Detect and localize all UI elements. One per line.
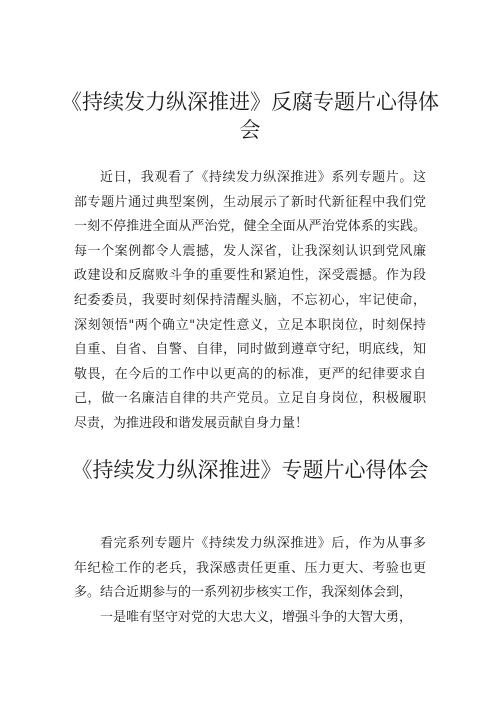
section-2-paragraph-1: 看完系列专题片《持续发力纵深推进》后，作为从事多 年纪检工作的老兵，我深感责任更重、压力更大、考验也更 多。结合近期参与的一系列初步核实工作，我深刻体会到， bbox=[74, 536, 426, 601]
section-2-paragraph-2: 一是唯有坚守对党的大忠大义，增强斗争的大智大勇， bbox=[100, 610, 413, 625]
section-1-paragraph: 近日，我观看了《持续发力纵深推进》系列专题片。这 部专题片通过典型案例，生动展示了新时代新征程中我们党 一刻不停推进全面从严治党，健全全面从严治党体系的实践。 每一个案例都令人震撼，发人深省，让我深刻认识到党风廉 政建设和反腐败斗争的重要性和紧迫性，深受震撼。作为段 纪委委员，我要时刻保持清醒头脑，不忘初心，牢记使命， 深刻领悟"两个确立"决定性意义，立足本职岗位，时刻保持 自重、自省、自警、自律，同时做到遵章守纪，明底线，知 敬畏，在今后的工作中以更高的的标准，更严的纪律要求自 己，做一名廉洁自律的共产党员。立足自身岗位，积极履职 尽责，为推进段和谐发展贡献自身力量！ bbox=[74, 170, 426, 431]
section-1-title: 《持续发力纵深推进》反腐专题片心得体会 bbox=[61, 90, 439, 142]
section-2-title: 《持续发力纵深推进》专题片心得体会 bbox=[71, 458, 429, 482]
